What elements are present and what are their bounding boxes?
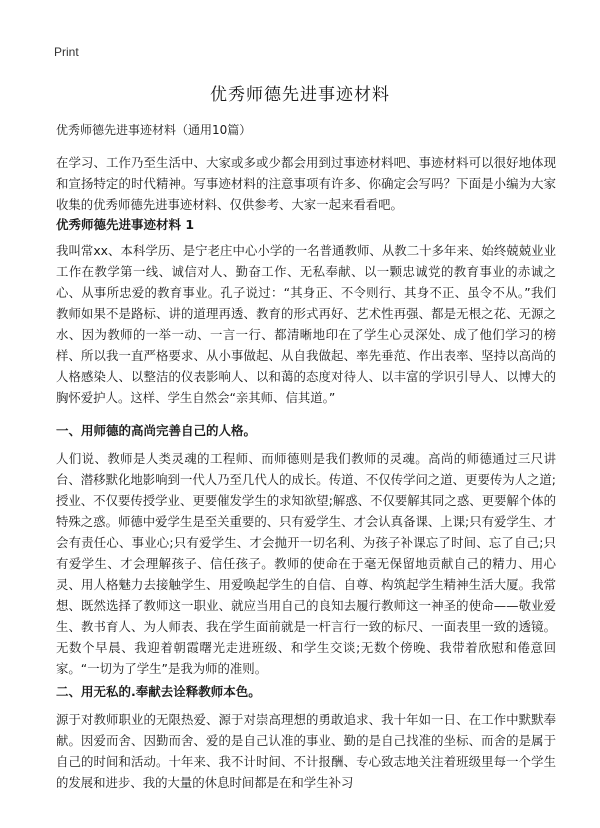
section-1-paragraph: 我叫常xx、本科学历、是宁老庄中心小学的一名普通教师、从教二十多年来、始终兢兢业业工作在教学第一线、诚信对人、勤奋工作、无私奉献、以一颗忠诚党的教育事业的赤诚之心、从事所忠爱的教育事业。孔子说过：“其身正、不令则行、其身不正、虽令不从。”我们教师如果不是路标、讲的道理再透、教育的形式再好、艺术性再强、都是无根之花、无源之水、因为教师的一举一动、一言一行、都清晰地印在了学生心灵深处、成了他们学习的榜样、所以我一直严格要求、从小事做起、从自我做起、率先垂范、作出表率、坚持以高尚的人格感染人、以整洁的仪表影响人、以和蔼的态度对待人、以丰富的学识引导人、以博大的胸怀爱护人。这样、学生自然会“亲其师、信其道。”	[56, 243, 556, 405]
print-label[interactable]: Print	[54, 45, 79, 59]
document-subtitle: 优秀师德先进事迹材料（通用10篇）	[56, 123, 252, 137]
subheading-dedication: 二、用无私的.奉献去诠释教师本色。	[56, 684, 261, 699]
intro-paragraph: 在学习、工作乃至生活中、大家或多或少都会用到过事迹材料吧、事迹材料可以很好地体现和宣扬特定的时代精神。写事迹材料的注意事项有许多、你确定会写吗？下面是小编为大家收集的优秀师德先进事迹材料、仅供参考、大家一起来看看吧。	[56, 155, 556, 212]
subheading-morality: 一、用师德的高尚完善自己的人格。	[56, 423, 257, 438]
document-title: 优秀师德先进事迹材料	[210, 85, 390, 105]
section-1-heading: 优秀师德先进事迹材料 1	[56, 217, 195, 232]
dedication-paragraph: 源于对教师职业的无限热爱、源于对崇高理想的勇敢追求、我十年如一日、在工作中默默奉献。因爱而舍、因勤而舍、爱的是自己认准的事业、勤的是自己找准的坐标、而舍的是属于自己的时间和活动。十年来、我不计时间、不计报酬、专心致志地关注着班级里每一个学生的发展和进步、我的大量的休息时间都是在和学生补习	[56, 712, 556, 790]
morality-paragraph: 人们说、教师是人类灵魂的工程师、而师德则是我们教师的灵魂。高尚的师德通过三尺讲台、潜移默化地影响到一代人乃至几代人的成长。传道、不仅传学问之道、更要传为人之道;授业、不仅要传授学业、更要催发学生的求知欲望;解惑、不仅要解其同之惑、更要解个体的特殊之惑。师德中爱学生是至关重要的、只有爱学生、才会认真备课、上课;只有爱学生、才会有责任心、事业心;只有爱学生、才会抛开一切名利、为孩子补课忘了时间、忘了自己;只有爱学生、才会理解孩子、信任孩子。教师的使命在于毫无保留地贡献自己的精力、用心灵、用人格魅力去接触学生、用爱唤起学生的自信、自尊、构筑起学生精神生活大厦。我常想、既然选择了教师这一职业、就应当用自己的良知去履行教师这一神圣的使命——敬业爱生、教书育人、为人师表、我在学生面前就是一杆言行一致的标尺、一面表里一致的透镜。无数个早晨、我迎着朝霞曙光走进班级、和学生交谈;无数个傍晚、我带着欣慰和倦意回家。“一切为了学生”是我为师的准则。	[56, 451, 556, 676]
